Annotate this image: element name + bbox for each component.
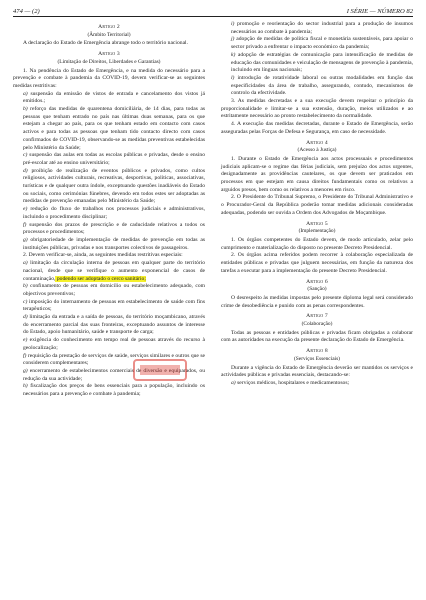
- article-heading: Artigo 4: [306, 139, 328, 146]
- list-item-label: h): [23, 383, 31, 390]
- list-item-text: proibição de realização de eventos públicos e privados, como cultos religiosos, actividades culturais, recreativas, desportivas, políticas, associativas, turísticas e de qualquer outra índole, exceptuando questões inadiáveis do Estado ou sociais, como cerimónias fúnebres, devendo em todos estes ser adoptadas as medidas de prevenção emanadas pelo Ministério da Saúde;: [23, 167, 205, 205]
- paragraph: 1. Na pendência do Estado de Emergência, e na medida do necessário para a prevenção e combate à pandemia da COVID-19, devem verificar-se as seguintes medidas restritivas:: [13, 67, 205, 89]
- list-item-label: a): [23, 90, 31, 97]
- list-item-text: serviços médicos, hospitalares e medicamentosos;: [237, 379, 350, 386]
- page-header: [13, 6, 413, 15]
- article-title: (Limitação de Direitos, Liberdades e Garantias): [57, 58, 161, 65]
- list-item-text: introdução de rotatividade laboral ou outras modalidades em função das especificidades da área de trabalho, assegurando, contudo, mecanismos de controlo da efectividade.: [231, 74, 413, 97]
- paragraph: 1. Os órgãos competentes do Estado devem, de modo articulado, zelar pelo cumprimento e materialização do disposto no presente Decreto Presidencial.: [221, 236, 413, 251]
- list-item-text: promoção e reorientação do sector industrial para a produção de insumos necessários ao combate à pandemia;: [231, 21, 413, 35]
- list-item-text: reforço das medidas de quarentena domiciliária, de 14 dias, para todas as pessoas que tenham entrado no país nas últimas duas semanas, para os que estejam a chegar ao país, para os que tenham estado em contacto com casos activos e para todas as pessoas que tenham tido contacto directo com casos confirmados de COVID-19, observando-se as medidas preventivas estabelecidas pelo Ministério da Saúde;: [23, 106, 205, 151]
- list-item-text: suspensão dos prazos de prescrição e de caducidade relativos a todos os processos e procedimentos;: [23, 221, 205, 236]
- list-item: [221, 36, 413, 51]
- article-title: (Sanção): [307, 286, 327, 293]
- list-item: [13, 337, 205, 352]
- article-title: (Colaboração): [301, 321, 333, 328]
- list-item-label: k): [231, 51, 238, 58]
- paragraph: A declaração do Estado de Emergência abrange todo o território nacional.: [23, 40, 188, 47]
- list-item: [13, 206, 205, 221]
- list-item-label: g): [23, 236, 31, 243]
- article-heading: Artigo 5: [306, 220, 328, 227]
- list-item-label: a): [231, 379, 238, 386]
- paragraph: 2. Os órgãos acima referidos podem recorrer à colaboração especializada de entidades públicas e privadas que julguem necessárias, em função da natureza dos tarefas a executar para a implementação do presente Decreto Presidencial.: [221, 252, 413, 274]
- article-title: (Âmbito Territorial): [87, 31, 131, 38]
- article-title: (Implementação): [298, 228, 336, 235]
- list-item-text: limitação da circulação interna de pessoas em qualquer parte do território nacional, desde que se verifique o aumento exponencial de casos de contaminação,: [23, 260, 206, 282]
- paragraph: Todas as pessoas e entidades públicas e privadas ficam obrigadas a colaborar com as autoridades na execução da presente declaração do Estado de Emergência.: [221, 329, 413, 344]
- list-item-text: requisição da prestação de serviços de saúde, serviços similares e outros que se considerem complementares;: [23, 352, 205, 367]
- list-item: [13, 283, 205, 298]
- article-heading: Artigo 6: [306, 278, 328, 285]
- list-item-text: encerramento de estabelecimentos comerciais de diversão e equiparados, ou redução da sua actividade;: [23, 367, 205, 382]
- list-item-label: c): [23, 152, 30, 159]
- list-item-text: suspensão das aulas em todas as escolas públicas e privadas, desde o ensino pré-escolar até ao ensino universitário;: [23, 152, 205, 166]
- article-title: (Acesso à Justiça): [297, 147, 337, 154]
- list-item: [13, 368, 205, 383]
- list-item-text: adopção de estratégias de comunicação para intensificação de medidas de educação das comunidades e veiculação de mensagens de prevenção à pandemia, incluindo em línguas nacionais;: [231, 51, 414, 74]
- article-heading: Artigo 3: [98, 51, 120, 58]
- list-item-label: l): [231, 74, 238, 81]
- list-item-label: f): [23, 352, 28, 359]
- list-item-text: redução do fluxo de trabalhos nos processos judiciais e administrativos, incluindo o procedimento disciplinar;: [23, 206, 205, 220]
- list-item: [221, 52, 413, 75]
- paragraph: 2. O Presidente do Tribunal Supremo, o Presidente do Tribunal Administrativo e o Procurador-Geral da República poderão tomar medidas adicionais consideradas adequadas, podendo ser ouvida a Ordem dos Advogados de Moçambique.: [221, 194, 413, 216]
- list-item-text: obrigatoriedade de implementação de medidas de prevenção em todas as instituições públicas, privadas e nos transportes colectivos de passageiros.: [23, 236, 205, 251]
- list-item: [13, 91, 205, 106]
- paragraph: Durante a vigência do Estado de Emergência deverão ser mantidos os serviços e actividades públicas e privadas essenciais, destacando-se:: [221, 364, 413, 379]
- list-item: [13, 353, 205, 368]
- right-column: [221, 21, 413, 399]
- article-heading: Artigo 8: [306, 348, 328, 355]
- paragraph: 3. As medidas decretadas e a sua execução devem respeitar o princípio da proporcionalidade e limitar-se a sua extensão, duração, meios utilizados e ao estritamente necessário ao pronto restabelecimento da normalidade.: [221, 98, 413, 120]
- article-heading: Artigo 2: [98, 24, 120, 30]
- list-item: [13, 383, 205, 398]
- list-item-label: d): [23, 314, 30, 321]
- page-number: 474 — (2): [13, 8, 40, 15]
- article-title: (Serviços Essenciais): [294, 355, 340, 362]
- list-item-label: j): [231, 36, 237, 43]
- list-item-text: suspensão da emissão de vistos de entrada e cancelamento dos vistos já emitidos.;: [23, 90, 205, 105]
- list-item-label: f): [23, 221, 30, 228]
- list-item-text: confinamento de pessoas em domicílio ou estabelecimento adequado, com objectivos preventivos;: [23, 283, 205, 297]
- list-item-label: d): [23, 167, 32, 174]
- left-column: [13, 21, 205, 399]
- list-item: [13, 237, 205, 252]
- list-item-label: b): [23, 106, 31, 113]
- list-item-label: b): [23, 283, 31, 290]
- header-rule: [13, 16, 413, 17]
- list-item-label: c): [23, 298, 30, 305]
- list-item-label: a): [23, 260, 31, 267]
- list-item-label: e): [23, 337, 30, 344]
- list-item: [13, 314, 205, 337]
- paragraph: 1. Durante o Estado de Emergência aos actos processuais e procedimentos judiciais aplicam-se o regime das férias judiciais, sem prejuízo dos actos urgentes, designadamente as providências cautelares, os que devem ser praticados em processos em que estejam em causa direitos fundamentais como os relativos a arguidos presos, bem como os relativos a menores em risco.: [221, 155, 413, 193]
- list-item-label: i): [231, 21, 238, 27]
- list-item: [221, 21, 413, 36]
- list-item-text: limitação da entrada e a saída de pessoas, do território moçambicano, através do encerramento parcial das suas fronteiras, exceptuando assuntos de interesse do Estado, apoio humanitário, saúde e transporte de carga;: [23, 314, 206, 336]
- list-item-text: imposição do internamento de pessoas em estabelecimento de saúde com fins terapêuticos;: [23, 298, 205, 313]
- list-item: [221, 380, 413, 388]
- list-item: [13, 260, 205, 283]
- list-item: [221, 75, 413, 98]
- list-item: [13, 152, 205, 167]
- list-item: [13, 299, 205, 314]
- body-columns: [13, 21, 413, 399]
- paragraph: 4. A execução das medidas decretadas, durante o Estado de Emergência, serão asseguradas pelas Forças de Defesa e Segurança, em caso de necessidade.: [221, 121, 413, 135]
- paragraph: 2. Devem verificar-se, ainda, as seguintes medidas restritivas especiais:: [23, 252, 183, 259]
- list-item-text: fiscalização dos preços de bens essenciais para a população, incluindo os necessários para a prevenção e combate à pandemia;: [23, 383, 205, 398]
- article-heading: Artigo 7: [306, 313, 328, 320]
- list-item-label: g): [23, 367, 30, 374]
- list-item-text: exigência do conhecimento em tempo real de pessoas através do recurso à geolocalização;: [23, 337, 205, 351]
- highlighted-text: podendo ser adoptado o cerco sanitário;: [55, 275, 146, 282]
- paragraph: O desrespeito às medidas impostas pelo presente diploma legal será considerado crime de desobediência e punido com as penas correspondentes.: [221, 294, 413, 309]
- list-item: [13, 106, 205, 152]
- list-item: [13, 168, 205, 207]
- series-number: I SÉRIE — NÚMERO 82: [346, 8, 413, 15]
- list-item-text: adopção de medidas de política fiscal e monetária sustentáveis, para apoiar o sector privado a enfrentar o impacto económico da pandemia;: [231, 36, 413, 51]
- list-item-label: e): [23, 206, 31, 213]
- list-item: [13, 222, 205, 237]
